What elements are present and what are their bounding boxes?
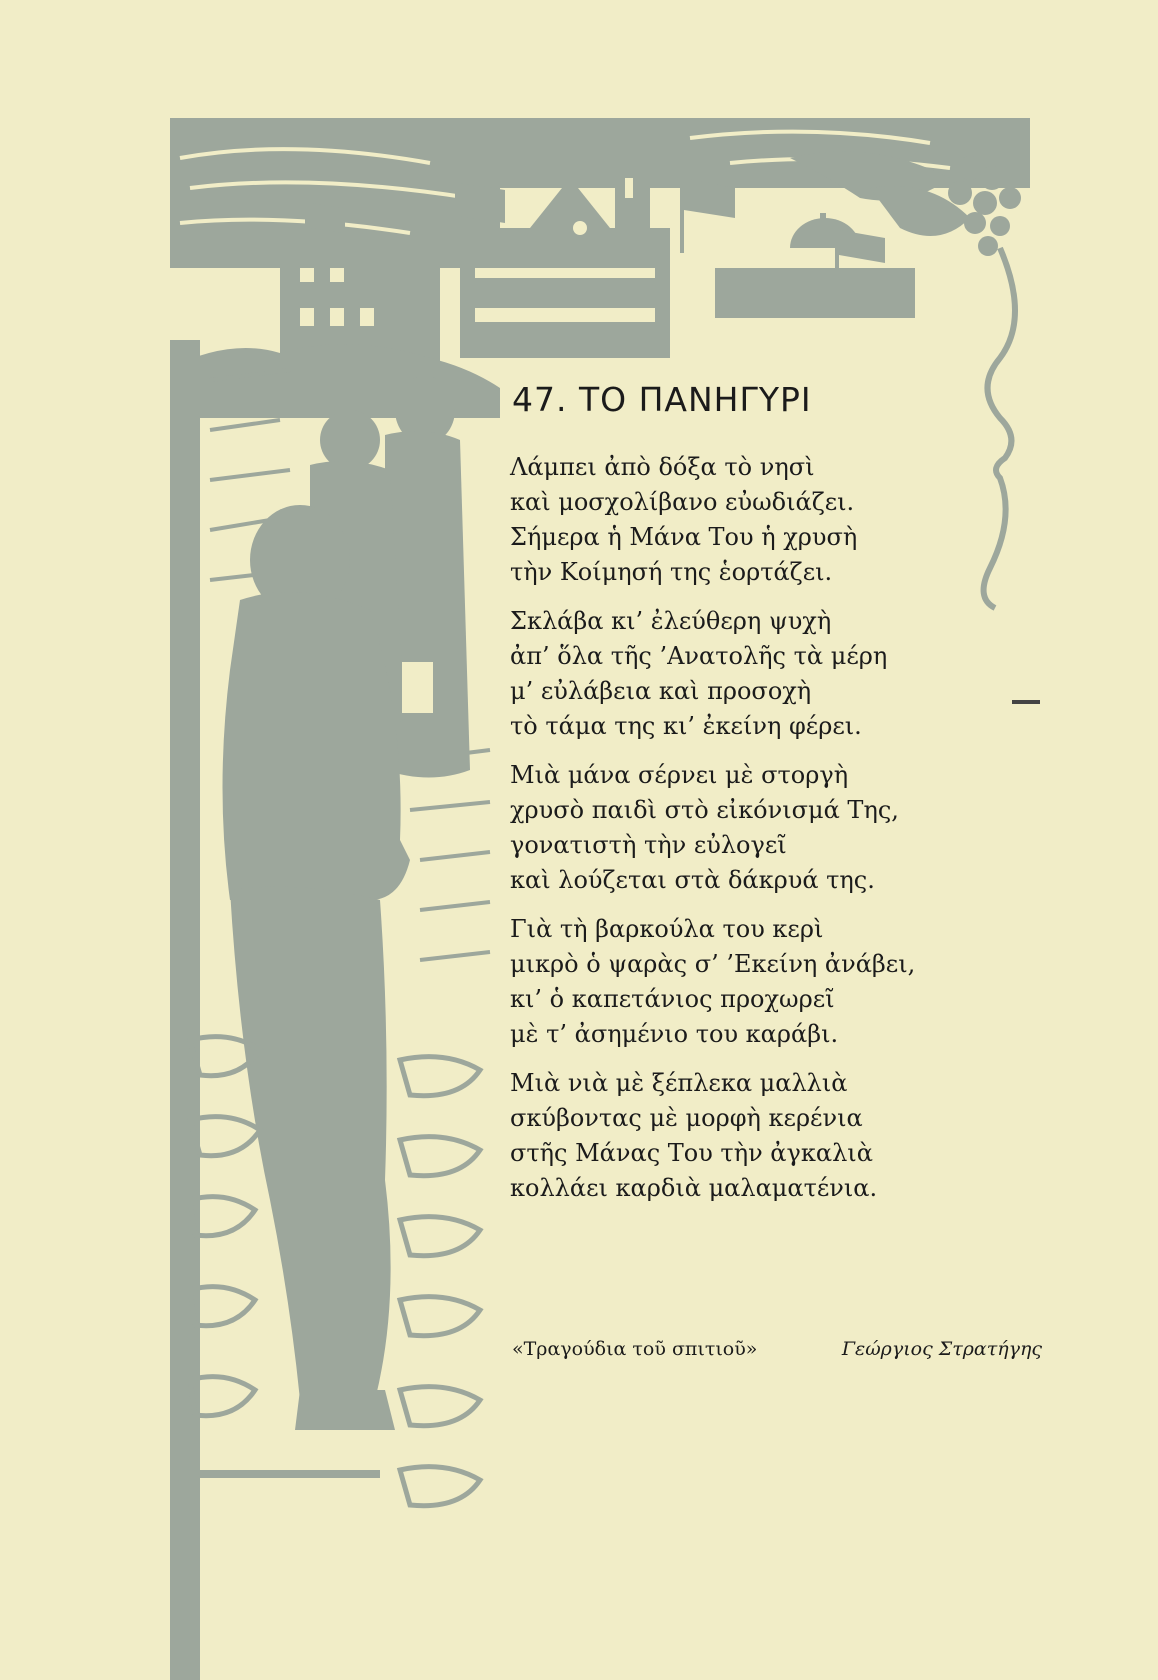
verse-line: μικρὸ ὁ ψαρὰς σ’ ’Εκείνη ἀνάβει, bbox=[510, 950, 916, 978]
verse-line: καὶ μοσχολίβανο εὐωδιάζει. bbox=[510, 488, 855, 516]
stanza bbox=[510, 450, 980, 590]
pilgrims-woodcut-illustration bbox=[170, 340, 500, 1680]
verse-line: μὲ τ’ ἀσημένιο του καράβι. bbox=[510, 1020, 839, 1048]
verse-line: Λάμπει ἀπὸ δόξα τὸ νησὶ bbox=[510, 453, 815, 481]
poem-footer bbox=[512, 1338, 1042, 1360]
verse-line: στῆς Μάνας Του τὴν ἀγκαλιὰ bbox=[510, 1139, 873, 1167]
stanza bbox=[510, 604, 980, 744]
verse-line: κολλάει καρδιὰ μαλαματένια. bbox=[510, 1174, 878, 1202]
poem-body bbox=[510, 450, 980, 1220]
verse-line: Σήμερα ἡ Μάνα Του ἡ χρυσὴ bbox=[510, 523, 858, 551]
verse-line: Σκλάβα κι’ ἐλεύθερη ψυχὴ bbox=[510, 607, 832, 635]
verse-line: ἀπ’ ὅλα τῆς ’Ανατολῆς τὰ μέρη bbox=[510, 642, 888, 670]
verse-line: σκύβοντας μὲ μορφὴ κερένια bbox=[510, 1104, 863, 1132]
verse-line: χρυσὸ παιδὶ στὸ εἰκόνισμά Της, bbox=[510, 796, 899, 824]
verse-line: Μιὰ νιὰ μὲ ξέπλεκα μαλλιὰ bbox=[510, 1069, 848, 1097]
verse-line: Μιὰ μάνα σέρνει μὲ στοργὴ bbox=[510, 761, 849, 789]
stanza bbox=[510, 1066, 980, 1206]
stanza bbox=[510, 912, 980, 1052]
stanza bbox=[510, 758, 980, 898]
poem-title: 47. ΤΟ ΠΑΝΗΓΥΡΙ bbox=[512, 380, 812, 419]
verse-line: καὶ λούζεται στὰ δάκρυά της. bbox=[510, 866, 875, 894]
verse-line: τὸ τάμα της κι’ ἐκείνη φέρει. bbox=[510, 712, 862, 740]
verse-line: Γιὰ τὴ βαρκούλα του κερὶ bbox=[510, 915, 824, 943]
margin-mark bbox=[1012, 700, 1040, 704]
verse-line: μ’ εὐλάβεια καὶ προσοχὴ bbox=[510, 677, 812, 705]
verse-line: τὴν Κοίμησή της ἑορτάζει. bbox=[510, 558, 833, 586]
poem-author: Γεώργιος Στρατήγης bbox=[841, 1338, 1042, 1360]
verse-line: κι’ ὁ καπετάνιος προχωρεῖ bbox=[510, 985, 835, 1013]
poem-source: «Τραγούδια τοῦ σπιτιοῦ» bbox=[512, 1338, 758, 1360]
verse-line: γονατιστὴ τὴν εὐλογεῖ bbox=[510, 831, 787, 859]
